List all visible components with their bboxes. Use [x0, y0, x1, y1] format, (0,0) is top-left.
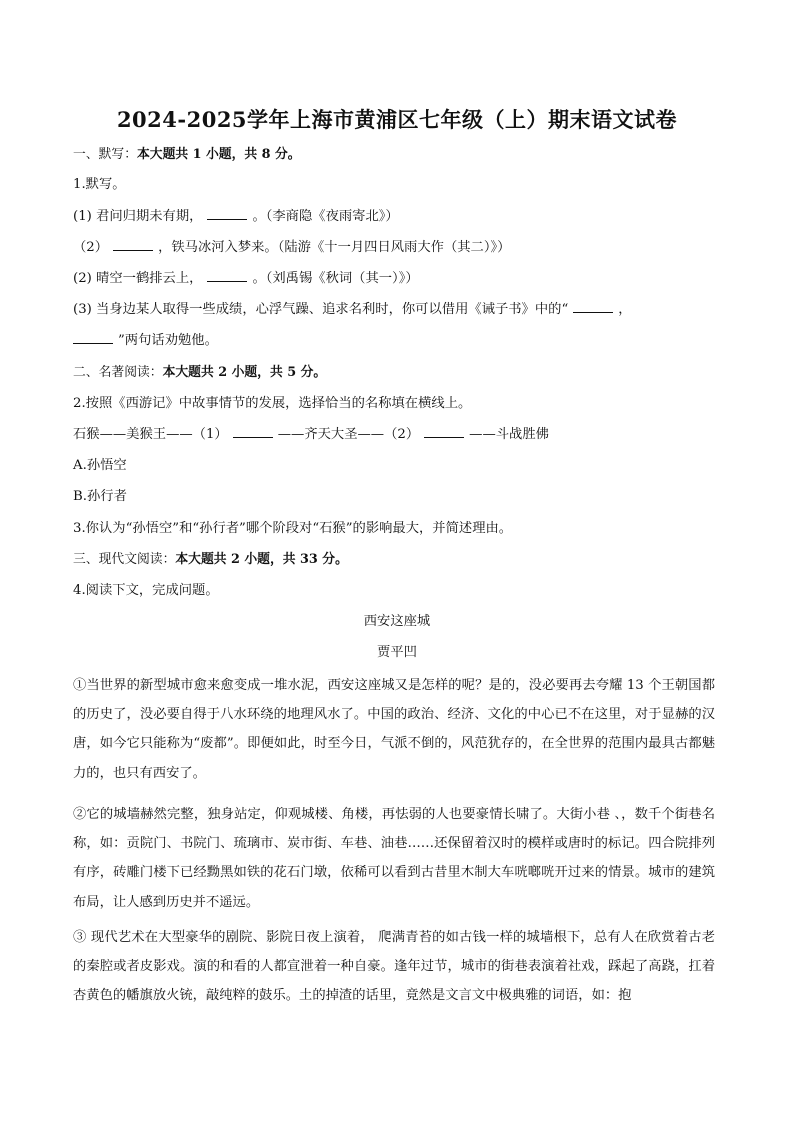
q2-stem: 2.按照《西游记》中故事情节的发展，选择恰当的名称填在横线上。	[73, 396, 472, 411]
article-author: 贾平凹	[377, 645, 417, 660]
section-1-heading	[73, 146, 301, 164]
q1-item-4-post: ”两句话劝勉他。	[118, 333, 218, 348]
answer-blank	[573, 301, 613, 313]
q4-stem: 4.阅读下文，完成问题。	[73, 583, 219, 598]
answer-blank	[207, 270, 247, 282]
section-2-desc: 本大题共 2 小题，共 5 分。	[162, 365, 327, 380]
q1-item-3-pre: (2) 晴空一鹤排云上，	[73, 271, 203, 286]
q1-item-3	[73, 270, 419, 288]
q1-item-1-post: 。（李商隐《夜雨寄北》）	[252, 209, 399, 224]
section-3-heading	[73, 551, 348, 569]
section-3-desc: 本大题共 2 小题，共 33 分。	[175, 552, 348, 567]
q1-item-4-cont	[73, 332, 218, 350]
q2-seq-c: ——斗战胜佛	[469, 427, 549, 442]
q1-item-3-post: 。（刘禹锡《秋词（其一）》）	[252, 271, 419, 286]
q2-seq-a: 石猴——美猴王——（1）	[73, 427, 228, 442]
q1-item-2-pre: （2）	[73, 240, 109, 255]
article-paragraph-3: ③ 现代艺术在大型豪华的剧院、影院日夜上演着， 爬满青苔的如古钱一样的城墙根下，总有人在欣赏着古老的秦腔或者皮影戏。演的和看的人都宣泄着一种自豪。逢年过节，城市的街巷表演着社戏，踩起了高跷，扛着杏黄色的幡旗放火铳，敲纯粹的鼓乐。土的掉渣的话里，竟然是文言文中极典雅的词语，如：抱	[73, 930, 715, 1004]
answer-blank	[113, 239, 153, 251]
section-2-heading	[73, 364, 326, 382]
q1-item-1-pre: (1) 君问归期未有期，	[73, 209, 203, 224]
page-title: 2024-2025学年上海市黄浦区七年级（上）期末语文试卷	[116, 107, 678, 132]
q2-sequence	[73, 426, 549, 444]
q1-item-4-mid: ，	[618, 302, 632, 317]
article-title: 西安这座城	[363, 614, 431, 629]
q3-stem: 3.你认为“孙悟空”和“孙行者”哪个阶段对“石猴”的影响最大，并简述理由。	[73, 521, 513, 536]
section-1-desc: 本大题共 1 小题，共 8 分。	[136, 147, 301, 162]
article-paragraph-1: ①当世界的新型城市愈来愈变成一堆水泥，西安这座城又是怎样的呢？是的，没必要再去夸耀 13 个王朝国都的历史了，没必要自得于八水环绕的地理风水了。中国的政治、经济、文化的中心已不在这里，对于显赫的汉唐，如今它只能称为“废都”。即便如此，时至今日，气派不倒的，风范犹存的，在全世界的范围内最具古都魅力的，也只有西安了。	[73, 678, 715, 781]
article-paragraph-2: ②它的城墙赫然完整，独身站定，仰观城楼、角楼，再怯弱的人也要豪情长啸了。大街小巷 、，数千个街巷名称，如：贡院门、书院门、琉璃市、炭市街、车巷、油巷……还保留着汉时的模样或唐时的标记。四合院排列有序，砖雕门楼下已经黝黑如铁的花石门墩，依稀可以看到古昔里木制大车咣啷咣开过来的情景。城市的建筑布局，让人感到历史并不遥远。	[73, 807, 715, 910]
q2-option-a: A.孙悟空	[73, 458, 127, 473]
q1-item-4	[73, 301, 632, 319]
q2-seq-b: ——齐天大圣——（2）	[277, 427, 420, 442]
answer-blank	[207, 208, 247, 220]
answer-blank	[73, 332, 113, 344]
q1-stem: 1.默写。	[73, 177, 126, 192]
section-2-label: 二、名著阅读：	[73, 365, 163, 380]
q1-item-1	[73, 208, 399, 226]
section-3-label: 三、现代文阅读：	[73, 552, 176, 567]
answer-blank	[233, 426, 273, 438]
answer-blank	[424, 426, 464, 438]
q1-item-2-post: ，铁马冰河入梦来。（陆游《十一月四日风雨大作（其二）》）	[158, 240, 511, 255]
section-1-label: 一、默写：	[73, 147, 137, 162]
q1-item-4-pre: (3) 当身边某人取得一些成绩，心浮气躁、追求名利时，你可以借用《诫子书》中的“	[73, 302, 569, 317]
q1-item-2	[73, 239, 510, 257]
q2-option-b: B.孙行者	[73, 489, 127, 504]
